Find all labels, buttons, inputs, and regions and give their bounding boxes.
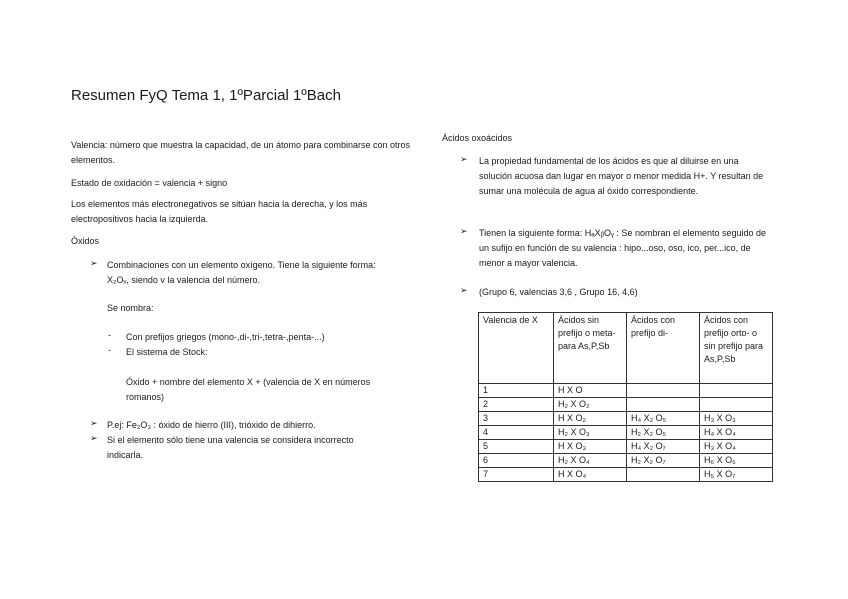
dash-bullet-icon: -: [108, 345, 111, 355]
table-cell: [700, 384, 773, 398]
table-cell: H₂ X O₄: [554, 454, 627, 468]
electronegatividad-note: Los elementos más electronegativos se sitúan hacia la derecha, y los más electropositivos hacia la izquierda.: [71, 199, 368, 224]
table-cell: H₄ X₂ O₅: [627, 412, 700, 426]
table-cell: 1: [479, 384, 554, 398]
table-cell: H₃ X O₃: [700, 412, 773, 426]
table-cell: 4: [479, 426, 554, 440]
sistema-stock: El sistema de Stock:: [126, 347, 208, 357]
table-cell: H₄ X O₄: [700, 426, 773, 440]
table-cell: [627, 468, 700, 482]
arrow-bullet-icon: ➢: [90, 258, 98, 268]
table-row: [479, 468, 773, 482]
se-nombra: Se nombra:: [107, 303, 154, 313]
dash-bullet-icon: -: [108, 330, 111, 340]
page-title: Resumen FyQ Tema 1, 1ºParcial 1ºBach: [71, 87, 341, 104]
arrow-bullet-icon: ➢: [460, 226, 468, 236]
table-cell: H X O: [554, 384, 627, 398]
table-row: [479, 454, 773, 468]
table-header-cell: Valencia de X: [479, 313, 554, 384]
forma-acidos: Tienen la siguiente forma: HₐXᵦOᵧ : Se nombran el elemento seguido de un sufijo en función de su valencia : hipo...oso, oso, ico, per...ico, de menor a mayor valencia.: [479, 228, 767, 268]
table-row: [479, 440, 773, 454]
table-header-cell: Ácidos sin prefijo o meta- para As,P,Sb: [554, 313, 627, 384]
table-cell: [627, 398, 700, 412]
table-cell: H X O₃: [554, 440, 627, 454]
oxidos-heading: Óxidos: [71, 236, 100, 246]
table-cell: [627, 384, 700, 398]
acidos-heading: Ácidos oxoácidos: [442, 133, 513, 143]
estado-oxidacion: Estado de oxidación = valencia + signo: [71, 178, 228, 188]
arrow-bullet-icon: ➢: [460, 154, 468, 164]
table-cell: 7: [479, 468, 554, 482]
table-cell: H X O₂: [554, 412, 627, 426]
arrow-bullet-icon: ➢: [460, 285, 468, 295]
ejemplo-oxido: P.ej: Fe₂O₃ : óxido de hierro (III), trióxido de dihierro.: [107, 420, 316, 430]
valencia-table: [478, 312, 773, 482]
table-cell: 6: [479, 454, 554, 468]
table-cell: H₂ X₂ O₇: [627, 454, 700, 468]
table-cell: H X O₄: [554, 468, 627, 482]
prefijos-griegos: Con prefijos griegos (mono-,di-,tri-,tetra-,penta-...): [126, 332, 325, 342]
table-cell: H₄ X₂ O₇: [627, 440, 700, 454]
stock-formula: Óxido + nombre del elemento X + (valencia de X en números romanos): [126, 377, 371, 402]
table-cell: H₂ X₂ O₅: [627, 426, 700, 440]
table-cell: H₂ X O₃: [554, 426, 627, 440]
table-header-row: [479, 313, 773, 384]
table-row: [479, 398, 773, 412]
table-cell: H₃ X O₄: [700, 440, 773, 454]
table-header-cell: Ácidos con prefijo orto- o sin prefijo para As,P,Sb: [700, 313, 773, 384]
grupos-note: (Grupo 6, valencias 3,6 , Grupo 16, 4,6): [479, 287, 638, 297]
table-cell: H₂ X O₂: [554, 398, 627, 412]
table-cell: 5: [479, 440, 554, 454]
table-cell: 3: [479, 412, 554, 426]
una-valencia-note: Si el elemento sólo tiene una valencia se considera incorrecto indicarla.: [107, 435, 354, 460]
table-row: [479, 412, 773, 426]
arrow-bullet-icon: ➢: [90, 418, 98, 428]
table-cell: 2: [479, 398, 554, 412]
table-header-cell: Ácidos con prefijo di-: [627, 313, 700, 384]
table-cell: H₅ X O₇: [700, 468, 773, 482]
propiedad-acidos: La propiedad fundamental de los ácidos es que al diluirse en una solución acuosa dan lugar en mayor o menor medida H+. Y resultan de sumar una molécula de agua al óxido correspondiente.: [479, 156, 764, 196]
table-row: [479, 426, 773, 440]
table-cell: [700, 398, 773, 412]
arrow-bullet-icon: ➢: [90, 433, 98, 443]
valencia-definition: Valencia: número que muestra la capacidad, de un átomo para combinarse con otros elementos.: [71, 140, 411, 165]
table-cell: H₆ X O₆: [700, 454, 773, 468]
oxidos-combinaciones: Combinaciones con un elemento oxígeno. Tiene la siguiente forma: X₂Oᵥ, siendo v la valencia del número.: [107, 260, 376, 285]
table-row: [479, 384, 773, 398]
